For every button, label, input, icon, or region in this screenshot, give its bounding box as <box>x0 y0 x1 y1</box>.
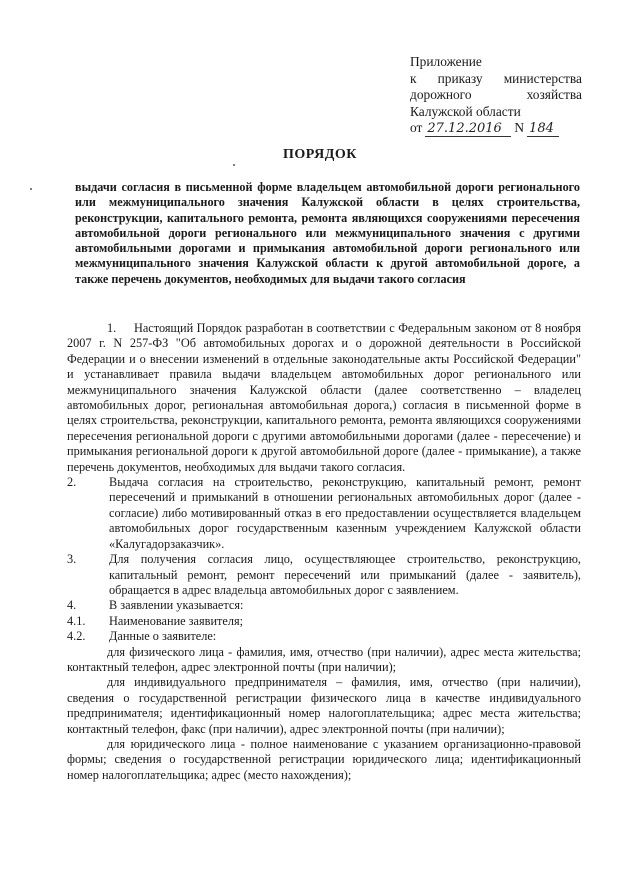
clause-number: 4. <box>67 598 77 613</box>
appendix-line: Приложение <box>410 54 482 69</box>
clause-number: 3. <box>67 552 77 567</box>
applicant-entrepreneur: для индивидуального предпринимателя – фамилия, имя, отчество (при наличии), сведения о государственной регистрации физического лица в качестве индивидуального предпринимателя; идентификационный номер налогоплательщика; адрес места жительства; контактный телефон, факс (при наличии), адрес электронной почты (при наличии); <box>67 675 581 736</box>
clause-text: Данные о заявителе: <box>109 629 217 644</box>
order-date-number <box>410 120 582 137</box>
clause-text: Выдача согласия на строительство, реконструкцию, капитальный ремонт, ремонт пересечений и примыканий в отношении региональных автомобильных дорог (далее - согласие) либо мотивированный отказ в его предоставлении осуществляется владельцем автомобильных дорог государственным казенным учреждением Калужской области «Калугадорзаказчик». <box>109 475 581 551</box>
appendix-line: дорожного хозяйства <box>410 87 582 103</box>
clause-text: Для получения согласия лицо, осуществляющее строительство, реконструкцию, капитальный ремонт, ремонт пересечений или примыканий (далее - заявитель), обращается в адрес владельца автомобильных дорог с заявлением. <box>109 552 581 597</box>
document-title: ПОРЯДОК <box>283 147 357 162</box>
applicant-legal-entity: для юридического лица - полное наименование с указанием организационно-правовой формы; сведения о государственной регистрации юридического лица; идентификационный номер налогоплательщика; адрес (место нахождения); <box>67 736 581 782</box>
handwritten-number: 184 <box>527 122 559 137</box>
document-subtitle: выдачи согласия в письменной форме владельцем автомобильной дороги регионального или межмуниципального значения Калужской области в целях строительства, реконструкции, капитального ремонта, ремонта являющихся сооружениями пересечения автомобильной дороги регионального или межмуниципального значения с другими автомобильными дорогами и примыкания автомобильной дороги регионального или межмуниципального значения Калужской области к другой автомобильной дороге, а также перечень документов, необходимых для выдачи такого согласия <box>75 180 580 286</box>
clause-1 <box>67 321 581 475</box>
clause-text: Настоящий Порядок разработан в соответствии с Федеральным законом от 8 ноября 2007 г. N 257-ФЗ "Об автомобильных дорогах и о дорожной деятельности в Российской Федерации и о внесении изменений в отдельные законодательные акты Российской Федерации" и устанавливает правила выдачи владельцем автомобильных дорог регионального или межмуниципального значения Калужской области (далее соответственно – владелец автомобильных дорог, региональная автомобильная дорога,) согласия в письменной форме в целях строительства, реконструкции, капитального ремонта, ремонта являющихся сооружениями пересечения региональной дороги с другими автомобильными дорогами (далее - пересечение) и примыкания региональной дороги к другой автомобильной дороге (далее - примыкание), а также перечень документов, необходимых для выдачи такого согласия. <box>67 321 581 474</box>
clause-3 <box>67 552 581 598</box>
scan-speck <box>30 188 32 190</box>
clause-number: 1. <box>107 321 117 335</box>
appendix-line: к приказу министерства <box>410 70 582 86</box>
document-body <box>67 321 581 783</box>
appendix-header <box>410 54 582 137</box>
clause-4 <box>67 598 581 613</box>
clause-text: В заявлении указывается: <box>109 598 244 613</box>
clause-4-1 <box>67 614 581 629</box>
clause-number: 2. <box>67 475 77 490</box>
clause-number: 4.2. <box>67 629 86 644</box>
appendix-line: Калужской области <box>410 103 521 119</box>
applicant-individual: для физического лица - фамилия, имя, отчество (при наличии), адрес места жительства; контактный телефон, адрес электронной почты (при наличии); <box>67 644 581 674</box>
clause-number: 4.1. <box>67 613 86 628</box>
number-prefix: N <box>514 120 525 136</box>
scan-speck <box>233 164 235 166</box>
date-prefix: от <box>410 120 423 136</box>
clause-2 <box>67 475 581 552</box>
clause-text: Наименование заявителя; <box>109 613 244 628</box>
clause-4-2 <box>67 629 581 644</box>
handwritten-date: 27.12.2016 <box>425 122 511 137</box>
